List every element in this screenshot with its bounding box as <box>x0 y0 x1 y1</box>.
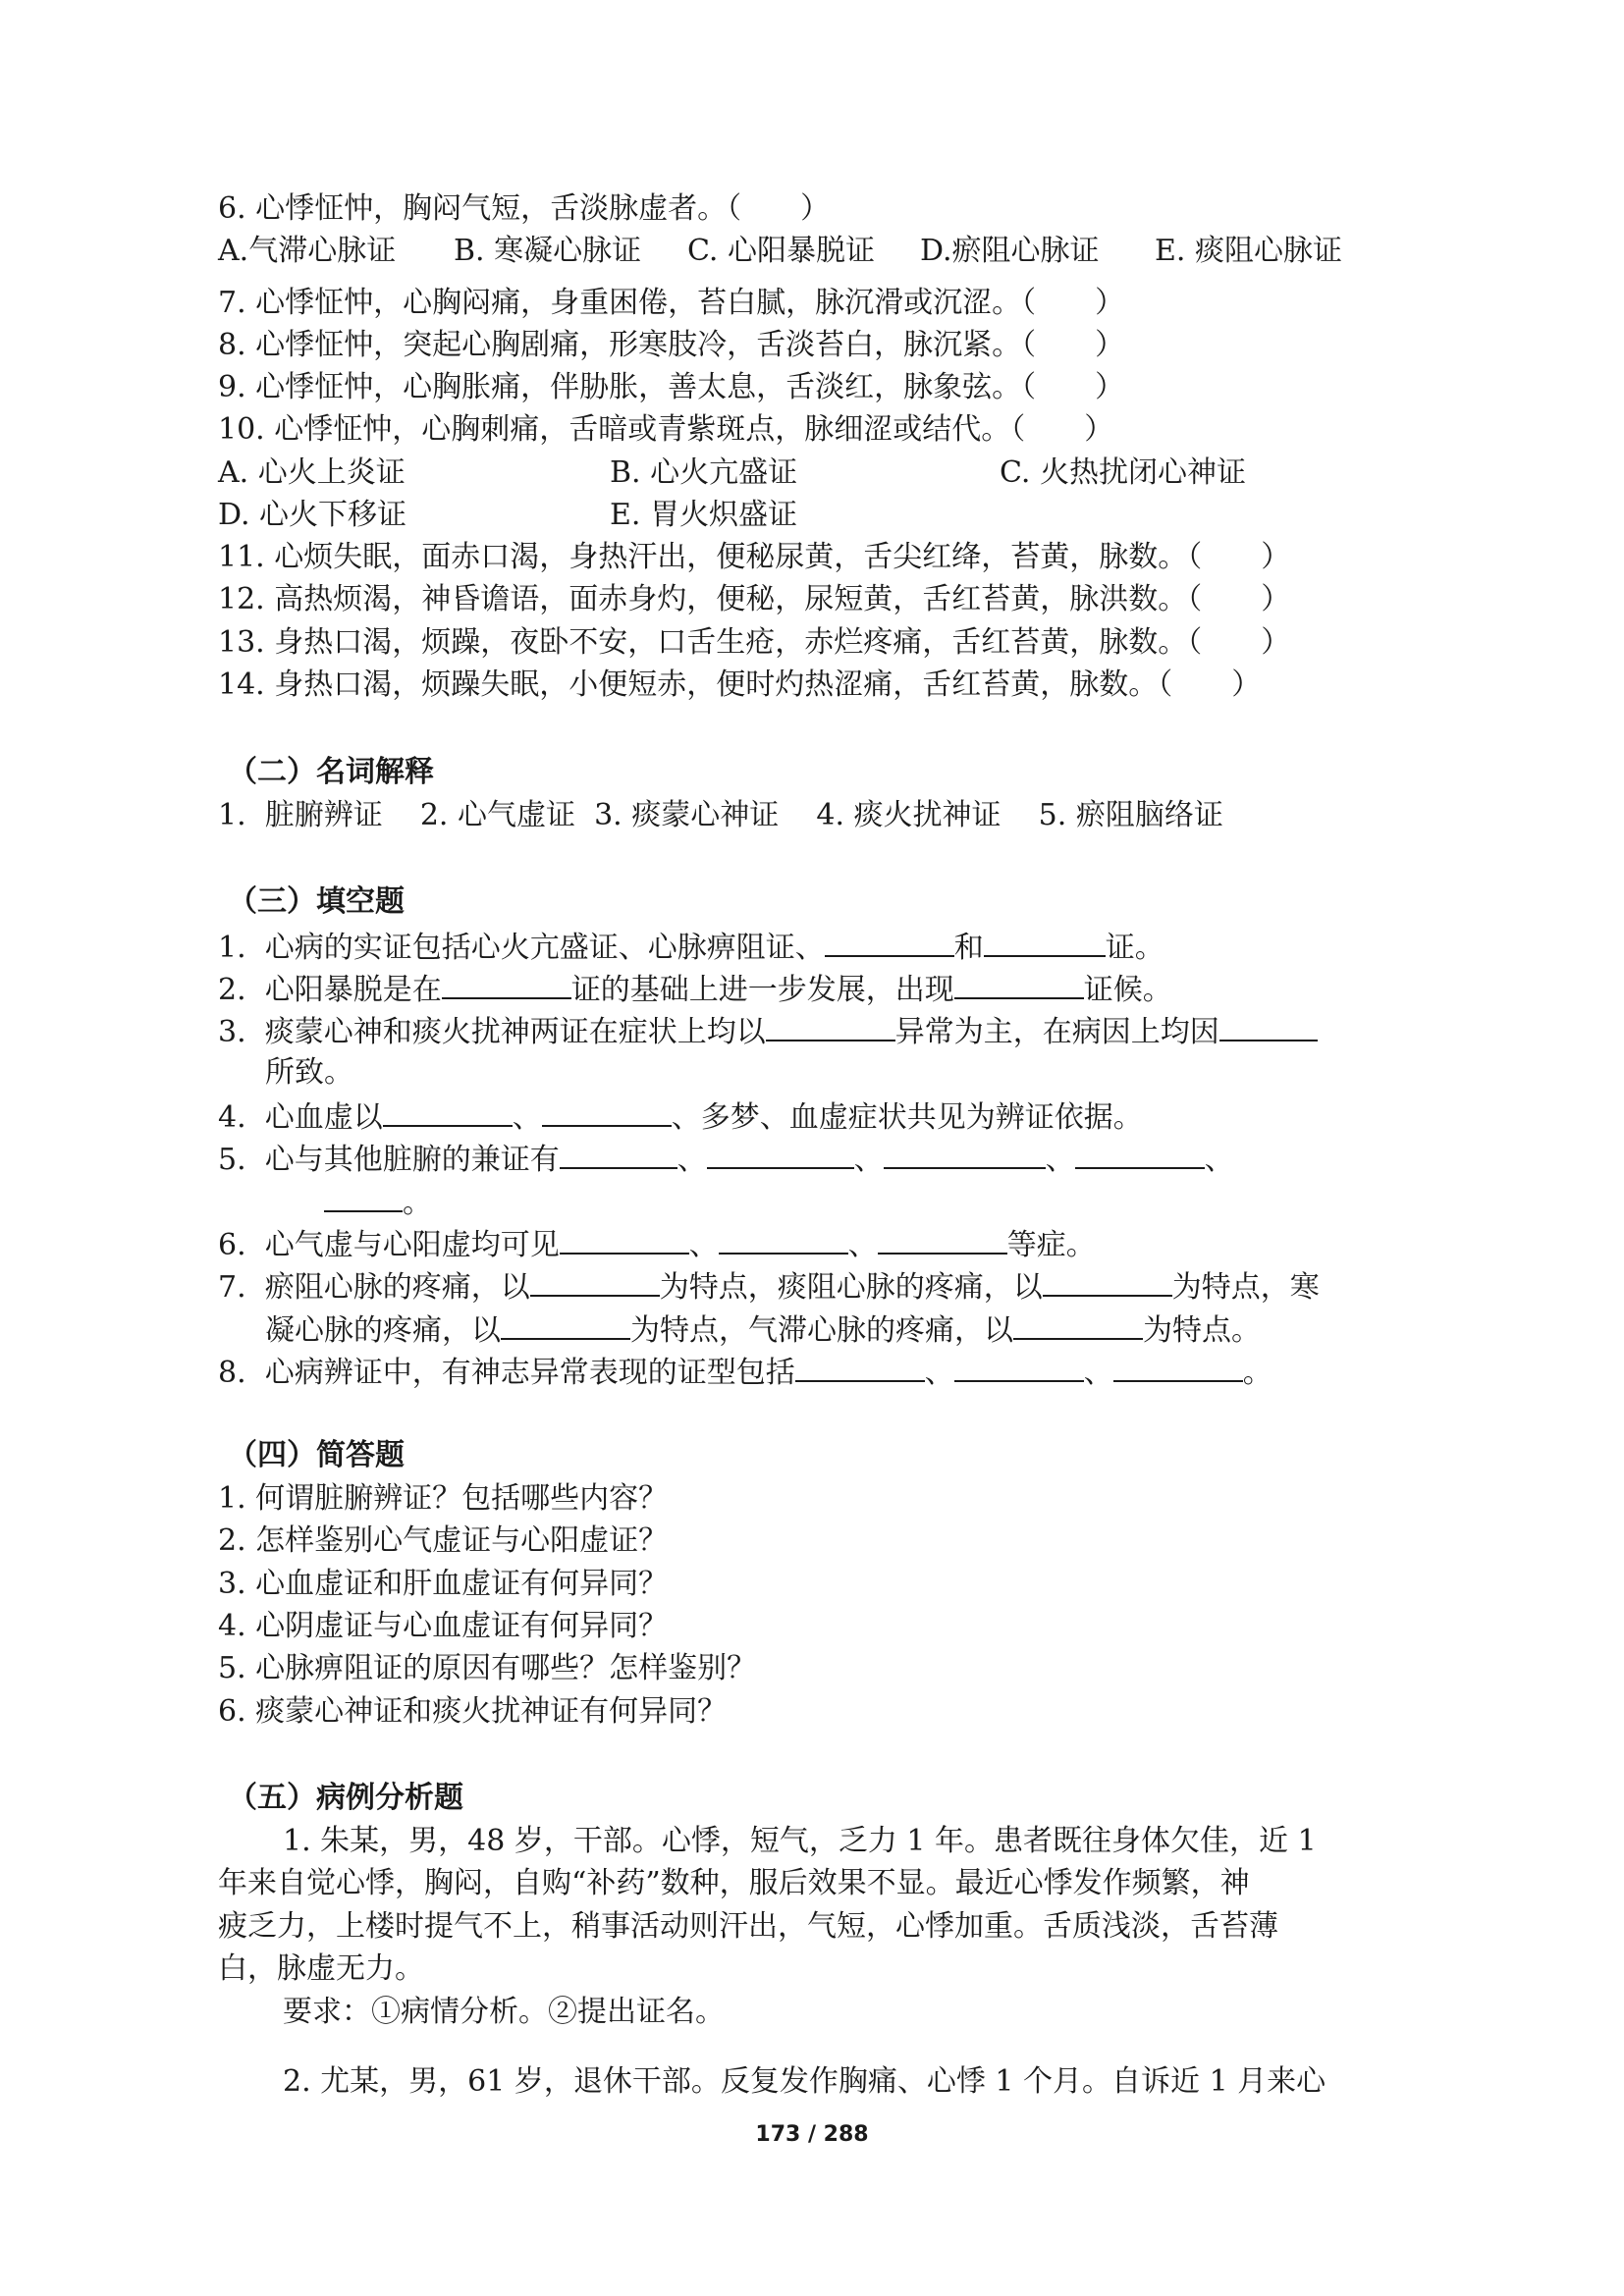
case-1-text: 疲乏力，上楼时提气不上，稍事活动则汗出，气短，心悸加重。舌质浅淡，舌苔薄 <box>218 1909 1278 1944</box>
question-13: 13. 身热口渴，烦躁，夜卧不安，口舌生疮，赤烂疼痛，舌红苔黄，脉数。（ ） <box>218 625 1291 660</box>
section-heading-case-analysis: （五）病例分析题 <box>228 1781 463 1815</box>
question-11: 11. 心烦失眠，面赤口渴，身热汗出，便秘尿黄，舌尖红绛，苔黄，脉数。（ ） <box>218 540 1291 574</box>
short-answer-item: 1. 何谓脏腑辨证？包括哪些内容？ <box>218 1481 669 1516</box>
answer-blank <box>719 1223 848 1255</box>
terms-list: 1. 脏腑辨证 2. 心气虚证 3. 痰蒙心神证 4. 痰火扰神证 5. 瘀阻脑络证 <box>218 798 1223 832</box>
case-1-text: 1. 朱某，男，48 岁，干部。心悸，短气，乏力 1 年。患者既往身体欠佳，近 1 <box>283 1824 1317 1858</box>
question-9: 9. 心悸怔忡，心胸胀痛，伴胁胀，善太息，舌淡红，脉象弦。（ ） <box>218 370 1125 404</box>
answer-blank <box>324 1181 403 1212</box>
answer-blank <box>707 1138 854 1169</box>
question-10: 10. 心悸怔忡，心胸刺痛，舌暗或青紫斑点，脉细涩或结代。（ ） <box>218 412 1114 447</box>
short-answer-item: 5. 心脉痹阻证的原因有哪些？怎样鉴别？ <box>218 1651 757 1685</box>
short-answer-item: 4. 心阴虚证与心血虚证有何异同？ <box>218 1609 669 1643</box>
page-number: 173 / 288 <box>755 2122 869 2147</box>
fill-item-1: 1. 心病的实证包括心火亢盛证、心脉痹阻证、 和 证。 <box>218 926 1164 968</box>
answer-blank <box>766 1010 895 1041</box>
answer-blank <box>560 1138 677 1169</box>
fill-item-8: 8. 心病辨证中，有神志异常表现的证型包括 、 、 。 <box>218 1351 1272 1393</box>
answer-blank <box>383 1095 513 1127</box>
option-a: A. 心火上炎证 <box>218 455 406 490</box>
option-a: A.气滞心脉证 <box>218 234 397 268</box>
fill-item-6: 6. 心气虚与心阳虚均可见 、 、 等症。 <box>218 1223 1096 1265</box>
answer-blank <box>501 1308 630 1340</box>
fill-item-5-continued: 。 <box>324 1181 432 1223</box>
question-7: 7. 心悸怔忡，心胸闷痛，身重困倦，苔白腻，脉沉滑或沉涩。（ ） <box>218 286 1125 320</box>
section-heading-fill: （三）填空题 <box>228 884 405 919</box>
short-answer-item: 2. 怎样鉴别心气虚证与心阳虚证？ <box>218 1523 669 1558</box>
option-c: C. 火热扰闭心神证 <box>1000 455 1246 490</box>
option-e: E. 胃火炽盛证 <box>610 498 797 532</box>
answer-blank <box>1219 1010 1318 1041</box>
answer-blank <box>442 968 571 999</box>
option-c: C. 心阳暴脱证 <box>687 234 875 268</box>
answer-blank <box>1013 1308 1143 1340</box>
option-e: E. 痰阻心脉证 <box>1155 234 1342 268</box>
question-8: 8. 心悸怔忡，突起心胸剧痛，形寒肢冷，舌淡苔白，脉沉紧。（ ） <box>218 328 1125 362</box>
fill-item-7-continued: 凝心脉的疼痛，以 为特点，气滞心脉的疼痛，以 为特点。 <box>265 1308 1261 1351</box>
fill-item-3-continued: 所致。 <box>265 1055 353 1090</box>
fill-item-7: 7. 瘀阻心脉的疼痛，以 为特点，痰阻心脉的疼痛，以 为特点，寒 <box>218 1265 1320 1308</box>
question-6: 6. 心悸怔忡，胸闷气短，舌淡脉虚者。（ ） <box>218 191 831 226</box>
answer-blank <box>1075 1138 1205 1169</box>
fill-item-3: 3. 痰蒙心神和痰火扰神两证在症状上均以 异常为主，在病因上均因 <box>218 1010 1318 1052</box>
answer-blank <box>530 1265 660 1297</box>
answer-blank <box>542 1095 672 1127</box>
answer-blank <box>1113 1351 1243 1382</box>
fill-item-5: 5. 心与其他脏腑的兼证有 、 、 、 、 <box>218 1138 1234 1180</box>
answer-blank <box>954 1351 1084 1382</box>
section-heading-terms: （二）名词解释 <box>228 755 434 789</box>
question-14: 14. 身热口渴，烦躁失眠，小便短赤，便时灼热涩痛，舌红苔黄，脉数。（ ） <box>218 667 1262 702</box>
answer-blank <box>825 926 954 957</box>
answer-blank <box>984 926 1106 957</box>
answer-blank <box>1043 1265 1172 1297</box>
case-2-text: 2. 尤某，男，61 岁，退休干部。反复发作胸痛、心悸 1 个月。自诉近 1 月来心 <box>283 2064 1326 2099</box>
case-1-text: 白，脉虚无力。 <box>218 1951 424 1986</box>
answer-blank <box>884 1138 1046 1169</box>
option-b: B. 心火亢盛证 <box>610 455 798 490</box>
short-answer-item: 6. 痰蒙心神证和痰火扰神证有何异同？ <box>218 1694 728 1729</box>
answer-blank <box>878 1223 1007 1255</box>
fill-item-2: 2. 心阳暴脱是在 证的基础上进一步发展，出现 证候。 <box>218 968 1172 1010</box>
option-b: B. 寒凝心脉证 <box>454 234 642 268</box>
answer-blank <box>954 968 1084 999</box>
answer-blank <box>560 1223 689 1255</box>
case-1-text: 年来自觉心悸，胸闷，自购“补药”数种，服后效果不显。最近心悸发作频繁，神 <box>218 1866 1250 1900</box>
short-answer-item: 3. 心血虚证和肝血虚证有何异同？ <box>218 1567 669 1601</box>
section-heading-short-answer: （四）简答题 <box>228 1438 405 1472</box>
option-d: D. 心火下移证 <box>218 498 407 532</box>
case-1-requirement: 要求：①病情分析。②提出证名。 <box>283 1995 725 2029</box>
fill-item-4: 4. 心血虚以 、 、多梦、血虚症状共见为辨证依据。 <box>218 1095 1143 1138</box>
answer-blank <box>795 1351 925 1382</box>
question-12: 12. 高热烦渴，神昏谵语，面赤身灼，便秘，尿短黄，舌红苔黄，脉洪数。（ ） <box>218 582 1291 616</box>
option-d: D.瘀阻心脉证 <box>920 234 1100 268</box>
